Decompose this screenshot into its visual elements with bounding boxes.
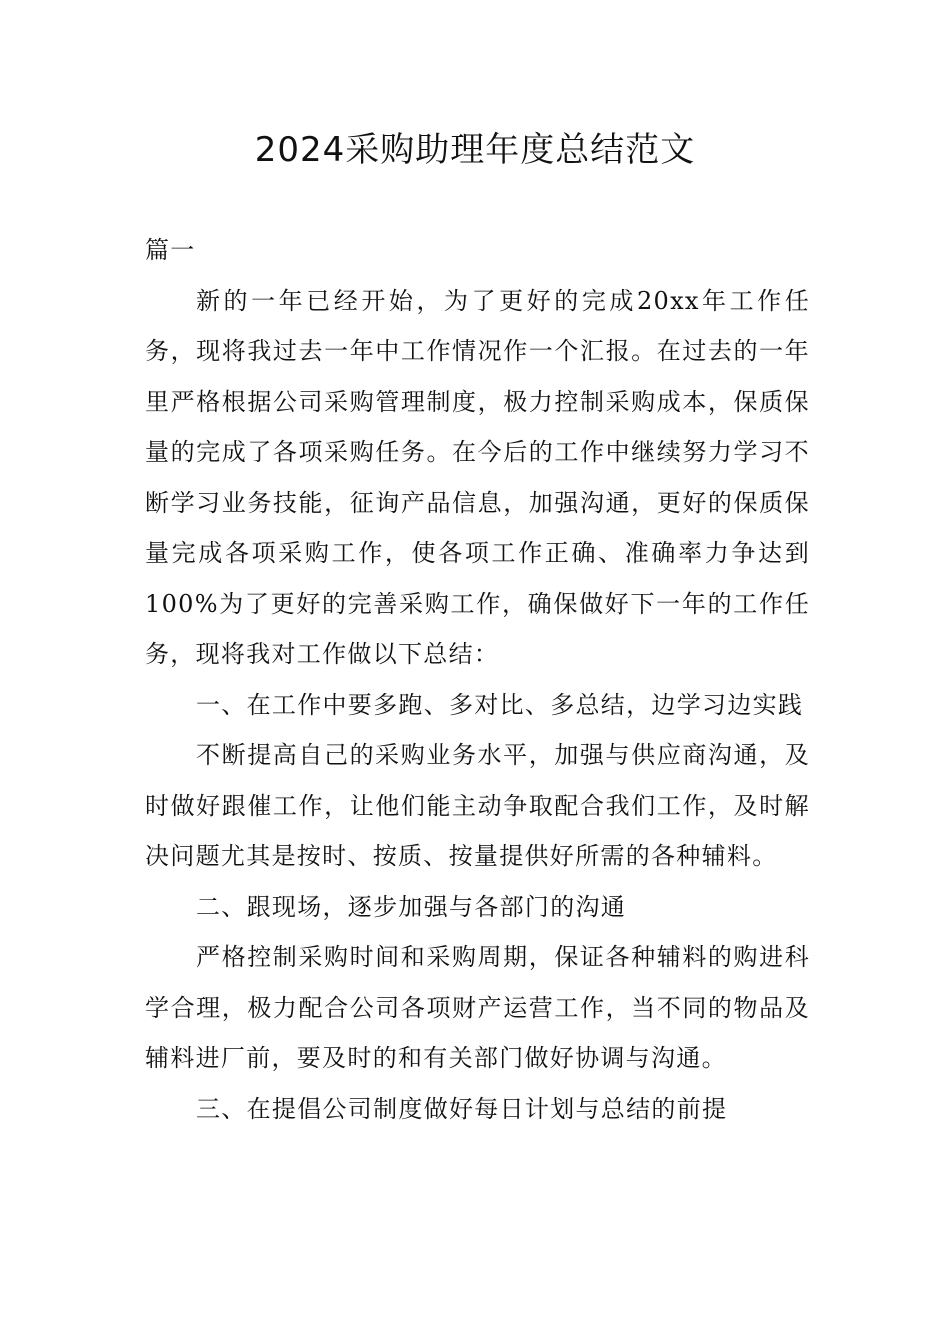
paragraph-point-one: 一、在工作中要多跑、多对比、多总结，边学习边实践	[196, 690, 804, 719]
document-body	[145, 225, 810, 1134]
paragraph-point-three: 三、在提倡公司制度做好每日计划与总结的前提	[196, 1094, 728, 1123]
paragraph-point-one-detail: 不断提高自己的采购业务水平，加强与供应商沟通，及时做好跟催工作，让他们能主动争取配合我们工作，及时解决问题尤其是按时、按质、按量提供好所需的各种辅料。	[145, 741, 810, 870]
paragraph-intro: 新的一年已经开始，为了更好的完成20xx年工作任务，现将我过去一年中工作情况作一个汇报。在过去的一年里严格根据公司采购管理制度，极力控制采购成本，保质保量的完成了各项采购任务。在今后的工作中继续努力学习不断学习业务技能，征询产品信息，加强沟通，更好的保质保量完成各项采购工作，使各项工作正确、准确率力争达到100%为了更好的完善采购工作，确保做好下一年的工作任务，现将我对工作做以下总结：	[145, 286, 810, 668]
document-title: 2024采购助理年度总结范文	[254, 130, 696, 170]
section-heading: 篇一	[145, 236, 196, 264]
paragraph-point-two-detail: 严格控制采购时间和采购周期，保证各种辅料的购进科学合理，极力配合公司各项财产运营工作，当不同的物品及辅料进厂前，要及时的和有关部门做好协调与沟通。	[145, 943, 810, 1072]
paragraph-point-two: 二、跟现场，逐步加强与各部门的沟通	[196, 892, 627, 921]
